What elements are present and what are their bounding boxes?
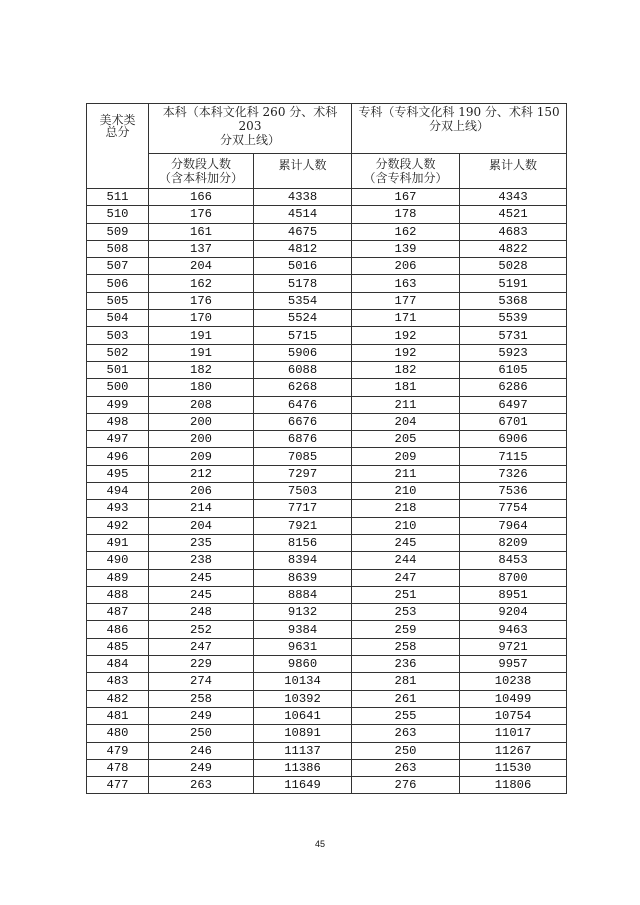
benke-segment-cell: 209 <box>149 448 254 465</box>
table-row <box>87 742 567 759</box>
table-row <box>87 189 567 206</box>
table-row <box>87 673 567 690</box>
zhuanke-cumulative-cell: 5539 <box>460 310 567 327</box>
zhuanke-segment-cell: 263 <box>352 725 460 742</box>
total-score-cell: 494 <box>87 483 149 500</box>
benke-segment-cell: 191 <box>149 327 254 344</box>
benke-cumulative-cell: 4338 <box>254 189 352 206</box>
total-score-cell: 505 <box>87 292 149 309</box>
table-row <box>87 552 567 569</box>
zhuanke-cumulative-cell: 11806 <box>460 777 567 794</box>
zhuanke-cumulative-cell: 9957 <box>460 656 567 673</box>
zhuanke-segment-cell: 261 <box>352 690 460 707</box>
total-score-cell: 511 <box>87 189 149 206</box>
total-score-cell: 506 <box>87 275 149 292</box>
table-row <box>87 638 567 655</box>
zhuanke-segment-cell: 192 <box>352 327 460 344</box>
zhuanke-segment-cell: 163 <box>352 275 460 292</box>
table-row <box>87 275 567 292</box>
benke-cumulative-cell: 8394 <box>254 552 352 569</box>
benke-cumulative-cell: 5906 <box>254 344 352 361</box>
score-distribution-table <box>86 103 567 794</box>
benke-cumulative-cell: 10392 <box>254 690 352 707</box>
table-row <box>87 310 567 327</box>
total-score-cell: 487 <box>87 604 149 621</box>
benke-segment-cell: 170 <box>149 310 254 327</box>
total-score-cell: 497 <box>87 431 149 448</box>
zhuanke-cumulative-cell: 7115 <box>460 448 567 465</box>
total-score-cell: 491 <box>87 534 149 551</box>
zhuanke-cumulative-cell: 7754 <box>460 500 567 517</box>
table-row <box>87 777 567 794</box>
table-row <box>87 240 567 257</box>
benke-segment-cell: 246 <box>149 742 254 759</box>
zhuanke-cumulative-cell: 5923 <box>460 344 567 361</box>
zhuanke-segment-cell: 251 <box>352 586 460 603</box>
zhuanke-segment-cell: 182 <box>352 361 460 378</box>
zhuanke-cumulative-cell: 9204 <box>460 604 567 621</box>
zhuanke-cumulative-cell: 11530 <box>460 759 567 776</box>
zhuanke-segment-cell: 205 <box>352 431 460 448</box>
zhuanke-segment-count-header: 分数段人数 （含专科加分） <box>352 154 460 189</box>
zhuanke-cumulative-cell: 9463 <box>460 621 567 638</box>
table-row <box>87 344 567 361</box>
benke-cumulative-cell: 5524 <box>254 310 352 327</box>
zhuanke-segment-cell: 281 <box>352 673 460 690</box>
benke-cumulative-cell: 7297 <box>254 465 352 482</box>
benke-segment-count-header: 分数段人数 （含本科加分） <box>149 154 254 189</box>
total-score-cell: 499 <box>87 396 149 413</box>
benke-segment-cell: 229 <box>149 656 254 673</box>
zhuanke-cumulative-cell: 6286 <box>460 379 567 396</box>
table-row <box>87 621 567 638</box>
zhuanke-cumulative-header: 累计人数 <box>460 154 567 189</box>
zhuanke-segment-cell: 253 <box>352 604 460 621</box>
total-score-cell: 495 <box>87 465 149 482</box>
benke-segment-cell: 274 <box>149 673 254 690</box>
table-row <box>87 448 567 465</box>
total-score-cell: 500 <box>87 379 149 396</box>
total-score-cell: 492 <box>87 517 149 534</box>
benke-segment-cell: 248 <box>149 604 254 621</box>
table-row <box>87 292 567 309</box>
benke-cumulative-cell: 6268 <box>254 379 352 396</box>
benke-segment-cell: 176 <box>149 206 254 223</box>
benke-cumulative-cell: 5354 <box>254 292 352 309</box>
benke-segment-cell: 162 <box>149 275 254 292</box>
benke-cumulative-cell: 7503 <box>254 483 352 500</box>
total-score-cell: 504 <box>87 310 149 327</box>
table-row <box>87 413 567 430</box>
total-score-cell: 503 <box>87 327 149 344</box>
zhuanke-cumulative-cell: 5368 <box>460 292 567 309</box>
total-score-cell: 477 <box>87 777 149 794</box>
corner-header-total-score: 美术类 总分 <box>87 104 149 189</box>
benke-segment-cell: 247 <box>149 638 254 655</box>
table-row <box>87 656 567 673</box>
zhuanke-cumulative-cell: 10238 <box>460 673 567 690</box>
table-row <box>87 725 567 742</box>
zhuanke-cumulative-cell: 7964 <box>460 517 567 534</box>
benke-segment-cell: 252 <box>149 621 254 638</box>
table-row <box>87 534 567 551</box>
benke-cumulative-cell: 5715 <box>254 327 352 344</box>
zhuanke-segment-cell: 211 <box>352 465 460 482</box>
benke-cumulative-cell: 9631 <box>254 638 352 655</box>
table-row <box>87 569 567 586</box>
zhuanke-cumulative-cell: 6497 <box>460 396 567 413</box>
total-score-cell: 508 <box>87 240 149 257</box>
benke-segment-cell: 206 <box>149 483 254 500</box>
benke-cumulative-cell: 6676 <box>254 413 352 430</box>
benke-cumulative-cell: 6876 <box>254 431 352 448</box>
benke-segment-cell: 238 <box>149 552 254 569</box>
zhuanke-segment-cell: 218 <box>352 500 460 517</box>
benke-cumulative-cell: 9384 <box>254 621 352 638</box>
total-score-cell: 488 <box>87 586 149 603</box>
benke-cumulative-cell: 6476 <box>254 396 352 413</box>
zhuanke-segment-cell: 181 <box>352 379 460 396</box>
benke-segment-cell: 137 <box>149 240 254 257</box>
benke-segment-cell: 200 <box>149 431 254 448</box>
benke-cumulative-cell: 7085 <box>254 448 352 465</box>
zhuanke-segment-cell: 177 <box>352 292 460 309</box>
zhuanke-segment-cell: 276 <box>352 777 460 794</box>
total-score-cell: 501 <box>87 361 149 378</box>
benke-segment-cell: 249 <box>149 759 254 776</box>
zhuanke-segment-cell: 247 <box>352 569 460 586</box>
total-score-cell: 481 <box>87 707 149 724</box>
zhuanke-segment-cell: 258 <box>352 638 460 655</box>
table-row <box>87 327 567 344</box>
zhuanke-cumulative-cell: 8209 <box>460 534 567 551</box>
benke-segment-cell: 161 <box>149 223 254 240</box>
benke-segment-cell: 249 <box>149 707 254 724</box>
total-score-cell: 493 <box>87 500 149 517</box>
zhuanke-segment-cell: 250 <box>352 742 460 759</box>
table-row <box>87 707 567 724</box>
table-row <box>87 759 567 776</box>
benke-segment-cell: 166 <box>149 189 254 206</box>
table-row <box>87 465 567 482</box>
benke-segment-cell: 235 <box>149 534 254 551</box>
benke-segment-cell: 258 <box>149 690 254 707</box>
zhuanke-segment-cell: 162 <box>352 223 460 240</box>
benke-cumulative-cell: 8884 <box>254 586 352 603</box>
zhuanke-segment-cell: 192 <box>352 344 460 361</box>
total-score-cell: 496 <box>87 448 149 465</box>
zhuanke-cumulative-cell: 6701 <box>460 413 567 430</box>
table-row <box>87 690 567 707</box>
benke-cumulative-cell: 9860 <box>254 656 352 673</box>
benke-segment-cell: 245 <box>149 569 254 586</box>
zhuanke-segment-cell: 263 <box>352 759 460 776</box>
total-score-cell: 486 <box>87 621 149 638</box>
total-score-cell: 483 <box>87 673 149 690</box>
zhuanke-cumulative-cell: 5731 <box>460 327 567 344</box>
zhuanke-segment-cell: 244 <box>352 552 460 569</box>
total-score-cell: 510 <box>87 206 149 223</box>
benke-cumulative-cell: 10891 <box>254 725 352 742</box>
benke-segment-cell: 214 <box>149 500 254 517</box>
table-row <box>87 500 567 517</box>
benke-header: 本科（本科文化科 260 分、术科 203 分双上线） <box>149 104 352 154</box>
benke-segment-cell: 204 <box>149 258 254 275</box>
benke-cumulative-cell: 5178 <box>254 275 352 292</box>
zhuanke-cumulative-cell: 8453 <box>460 552 567 569</box>
benke-segment-cell: 208 <box>149 396 254 413</box>
table-row <box>87 396 567 413</box>
zhuanke-cumulative-cell: 6906 <box>460 431 567 448</box>
total-score-cell: 498 <box>87 413 149 430</box>
benke-cumulative-cell: 11386 <box>254 759 352 776</box>
benke-cumulative-cell: 8639 <box>254 569 352 586</box>
zhuanke-cumulative-cell: 5028 <box>460 258 567 275</box>
total-score-cell: 485 <box>87 638 149 655</box>
zhuanke-segment-cell: 255 <box>352 707 460 724</box>
total-score-cell: 480 <box>87 725 149 742</box>
total-score-cell: 490 <box>87 552 149 569</box>
table-row <box>87 604 567 621</box>
zhuanke-cumulative-cell: 10754 <box>460 707 567 724</box>
table-row <box>87 517 567 534</box>
total-score-cell: 478 <box>87 759 149 776</box>
benke-segment-cell: 263 <box>149 777 254 794</box>
benke-cumulative-cell: 6088 <box>254 361 352 378</box>
table-row <box>87 431 567 448</box>
zhuanke-cumulative-cell: 4521 <box>460 206 567 223</box>
zhuanke-cumulative-cell: 4343 <box>460 189 567 206</box>
zhuanke-segment-cell: 211 <box>352 396 460 413</box>
page-number: 45 <box>314 839 325 849</box>
benke-cumulative-cell: 4514 <box>254 206 352 223</box>
table-body <box>87 189 567 794</box>
benke-cumulative-cell: 4812 <box>254 240 352 257</box>
zhuanke-segment-cell: 178 <box>352 206 460 223</box>
total-score-cell: 484 <box>87 656 149 673</box>
zhuanke-cumulative-cell: 5191 <box>460 275 567 292</box>
zhuanke-segment-cell: 259 <box>352 621 460 638</box>
zhuanke-cumulative-cell: 10499 <box>460 690 567 707</box>
zhuanke-cumulative-cell: 8700 <box>460 569 567 586</box>
benke-cumulative-cell: 5016 <box>254 258 352 275</box>
zhuanke-segment-cell: 210 <box>352 483 460 500</box>
table-row <box>87 361 567 378</box>
zhuanke-cumulative-cell: 8951 <box>460 586 567 603</box>
zhuanke-segment-cell: 206 <box>352 258 460 275</box>
zhuanke-segment-cell: 210 <box>352 517 460 534</box>
benke-cumulative-cell: 10641 <box>254 707 352 724</box>
zhuanke-cumulative-cell: 7536 <box>460 483 567 500</box>
table-row <box>87 483 567 500</box>
benke-segment-cell: 176 <box>149 292 254 309</box>
benke-segment-cell: 191 <box>149 344 254 361</box>
benke-cumulative-header: 累计人数 <box>254 154 352 189</box>
zhuanke-segment-cell: 209 <box>352 448 460 465</box>
total-score-cell: 489 <box>87 569 149 586</box>
table-row <box>87 586 567 603</box>
benke-cumulative-cell: 9132 <box>254 604 352 621</box>
benke-segment-cell: 250 <box>149 725 254 742</box>
total-score-cell: 479 <box>87 742 149 759</box>
benke-segment-cell: 200 <box>149 413 254 430</box>
benke-cumulative-cell: 4675 <box>254 223 352 240</box>
zhuanke-segment-cell: 139 <box>352 240 460 257</box>
benke-cumulative-cell: 7921 <box>254 517 352 534</box>
zhuanke-segment-cell: 236 <box>352 656 460 673</box>
zhuanke-segment-cell: 171 <box>352 310 460 327</box>
zhuanke-cumulative-cell: 6105 <box>460 361 567 378</box>
benke-segment-cell: 204 <box>149 517 254 534</box>
zhuanke-cumulative-cell: 11267 <box>460 742 567 759</box>
benke-cumulative-cell: 7717 <box>254 500 352 517</box>
total-score-cell: 482 <box>87 690 149 707</box>
benke-cumulative-cell: 11649 <box>254 777 352 794</box>
total-score-cell: 509 <box>87 223 149 240</box>
benke-cumulative-cell: 8156 <box>254 534 352 551</box>
benke-cumulative-cell: 10134 <box>254 673 352 690</box>
table-row <box>87 258 567 275</box>
benke-segment-cell: 182 <box>149 361 254 378</box>
table-row <box>87 223 567 240</box>
benke-cumulative-cell: 11137 <box>254 742 352 759</box>
table-row <box>87 206 567 223</box>
table-row <box>87 379 567 396</box>
zhuanke-cumulative-cell: 7326 <box>460 465 567 482</box>
zhuanke-segment-cell: 245 <box>352 534 460 551</box>
benke-segment-cell: 212 <box>149 465 254 482</box>
benke-segment-cell: 180 <box>149 379 254 396</box>
total-score-cell: 507 <box>87 258 149 275</box>
zhuanke-cumulative-cell: 4822 <box>460 240 567 257</box>
zhuanke-cumulative-cell: 9721 <box>460 638 567 655</box>
zhuanke-cumulative-cell: 11017 <box>460 725 567 742</box>
zhuanke-header: 专科（专科文化科 190 分、术科 150 分双上线） <box>352 104 567 154</box>
zhuanke-cumulative-cell: 4683 <box>460 223 567 240</box>
zhuanke-segment-cell: 167 <box>352 189 460 206</box>
zhuanke-segment-cell: 204 <box>352 413 460 430</box>
benke-segment-cell: 245 <box>149 586 254 603</box>
total-score-cell: 502 <box>87 344 149 361</box>
